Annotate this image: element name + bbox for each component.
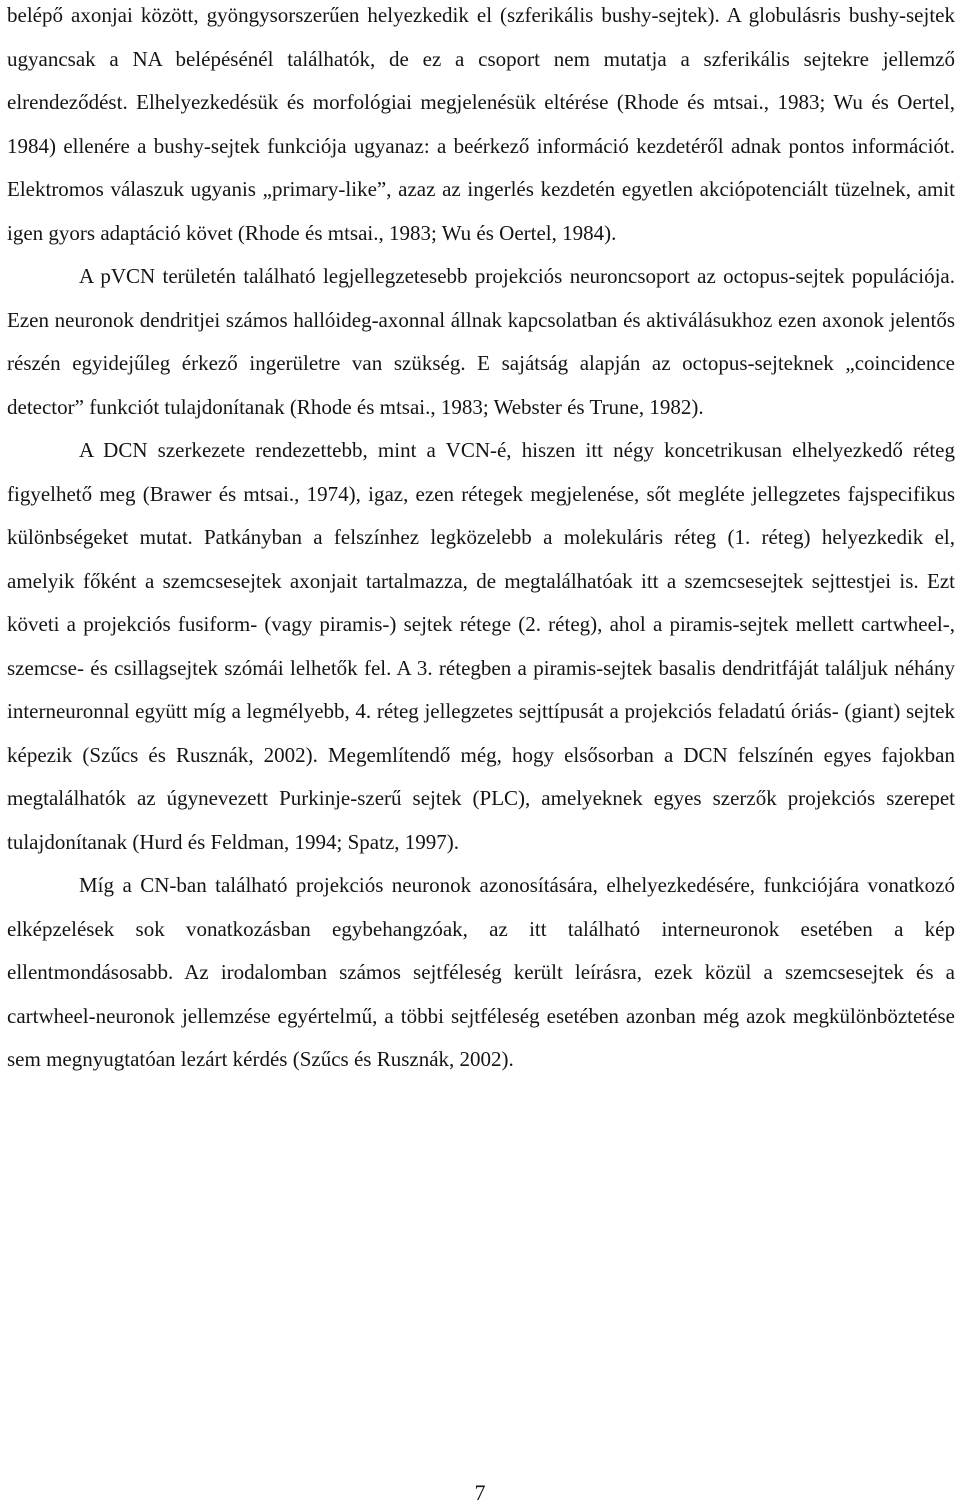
paragraph-dcn-structure: A DCN szerkezete rendezettebb, mint a VCN-é, hiszen itt négy koncetrikusan elhelyezkedő réteg figyelhető meg (Brawer és mtsai., 1974), igaz, ezen rétegek megjelenése, sőt megléte jellegzetes fajspecifikus különbségeket mutat. Patkányban a felszínhez legközelebb a molekuláris réteg (1. réteg) helyezkedik el, amelyik főként a szemcsesejtek axonjait tartalmazza, de megtalálhatóak itt a szemcsesejtek sejttestjei is. Ezt követi a projekciós fusiform- (vagy piramis-) sejtek rétege (2. réteg), ahol a piramis-sejtek mellett cartwheel-, szemcse- és csillagsejtek szómái lelhetők fel. A 3. rétegben a piramis-sejtek basalis dendritfáját találjuk néhány interneuronnal együtt míg a legmélyebb, 4. réteg jellegzetes sejttípusát a projekciós feladatú óriás- (giant) sejtek képezik (Szűcs és Rusznák, 2002). Megemlítendő még, hogy elsősorban a DCN felszínén egyes fajokban megtalálhatók az úgynevezett Purkinje-szerű sejtek (PLC), amelyeknek egyes szerzők projekciós szerepet tulajdonítanak (Hurd és Feldman, 1994; Spatz, 1997). bbox=[7, 438, 955, 854]
paragraph-octopus-cells: A pVCN területén található legjellegzetesebb projekciós neuroncsoport az octopus-sejtek populációja. Ezen neuronok dendritjei számos hallóideg-axonnal állnak kapcsolatban és aktiválásukhoz ezen axonok jelentős részén egyidejűleg érkező ingerületre van szükség. E sajátság alapján az octopus-sejteknek „coincidence detector” funkciót tulajdonítanak (Rhode és mtsai., 1983; Webster és Trune, 1982). bbox=[7, 264, 955, 419]
page-number: 7 bbox=[474, 1480, 486, 1505]
body-text bbox=[7, 0, 955, 1082]
paragraph-interneurons: Míg a CN-ban található projekciós neuronok azonosítására, elhelyezkedésére, funkciójára vonatkozó elképzelések sok vonatkozásban egybehangzóak, az itt található interneuronok esetében a kép ellentmondásosabb. Az irodalomban számos sejtféleség került leírásra, ezek közül a szemcsesejtek és a cartwheel-neuronok jellemzése egyértelmű, a többi sejtféleség esetében azonban még azok megkülönböztetése sem megnyugtatóan lezárt kérdés (Szűcs és Rusznák, 2002). bbox=[7, 873, 955, 1071]
paragraph-bushy-cells: belépő axonjai között, gyöngysorszerűen helyezkedik el (szferikális bushy-sejtek). A globulásris bushy-sejtek ugyancsak a NA belépésénél találhatók, de ez a csoport nem mutatja a szferikális sejtekre jellemző elrendeződést. Elhelyezkedésük és morfológiai megjelenésük eltérése (Rhode és mtsai., 1983; Wu és Oertel, 1984) ellenére a bushy-sejtek funkciója ugyanaz: a beérkező információ kezdetéről adnak pontos információt. Elektromos válaszuk ugyanis „primary-like”, azaz az ingerlés kezdetén egyetlen akciópotenciált tüzelnek, amit igen gyors adaptáció követ (Rhode és mtsai., 1983; Wu és Oertel, 1984). bbox=[7, 3, 955, 245]
